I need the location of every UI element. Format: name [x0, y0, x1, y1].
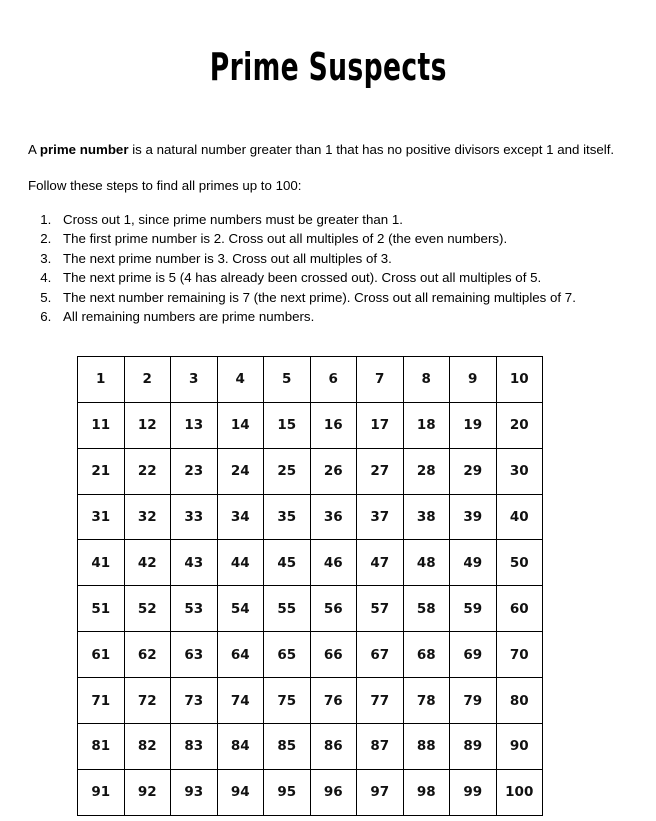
- table-row: [78, 678, 543, 724]
- list-item: 6. All remaining numbers are prime numbers.: [55, 307, 656, 327]
- chart-cell-98[interactable]: 98: [403, 769, 450, 815]
- table-row: [78, 769, 543, 815]
- chart-cell-68[interactable]: 68: [403, 632, 450, 678]
- chart-cell-33[interactable]: 33: [171, 494, 218, 540]
- chart-cell-61[interactable]: 61: [78, 632, 125, 678]
- page-title: Prime Suspects: [209, 45, 447, 90]
- chart-cell-35[interactable]: 35: [264, 494, 311, 540]
- list-item: 3. The next prime number is 3. Cross out all multiples of 3.: [55, 249, 656, 269]
- chart-cell-8[interactable]: 8: [403, 356, 450, 402]
- chart-cell-63[interactable]: 63: [171, 632, 218, 678]
- chart-cell-88[interactable]: 88: [403, 724, 450, 770]
- chart-cell-19[interactable]: 19: [450, 402, 497, 448]
- chart-cell-13[interactable]: 13: [171, 402, 218, 448]
- chart-cell-17[interactable]: 17: [357, 402, 404, 448]
- chart-cell-69[interactable]: 69: [450, 632, 497, 678]
- table-row: [78, 494, 543, 540]
- chart-cell-49[interactable]: 49: [450, 540, 497, 586]
- chart-cell-45[interactable]: 45: [264, 540, 311, 586]
- chart-cell-72[interactable]: 72: [124, 678, 171, 724]
- chart-cell-78[interactable]: 78: [403, 678, 450, 724]
- chart-cell-46[interactable]: 46: [310, 540, 357, 586]
- chart-cell-2[interactable]: 2: [124, 356, 171, 402]
- chart-cell-12[interactable]: 12: [124, 402, 171, 448]
- chart-cell-57[interactable]: 57: [357, 586, 404, 632]
- chart-cell-31[interactable]: 31: [78, 494, 125, 540]
- chart-cell-75[interactable]: 75: [264, 678, 311, 724]
- chart-cell-25[interactable]: 25: [264, 448, 311, 494]
- chart-cell-36[interactable]: 36: [310, 494, 357, 540]
- chart-cell-86[interactable]: 86: [310, 724, 357, 770]
- chart-cell-34[interactable]: 34: [217, 494, 264, 540]
- chart-cell-95[interactable]: 95: [264, 769, 311, 815]
- table-row: [78, 632, 543, 678]
- chart-cell-38[interactable]: 38: [403, 494, 450, 540]
- chart-cell-67[interactable]: 67: [357, 632, 404, 678]
- hundred-chart: [77, 356, 543, 816]
- chart-cell-91[interactable]: 91: [78, 769, 125, 815]
- chart-cell-70[interactable]: 70: [496, 632, 543, 678]
- chart-cell-83[interactable]: 83: [171, 724, 218, 770]
- chart-cell-30[interactable]: 30: [496, 448, 543, 494]
- chart-cell-76[interactable]: 76: [310, 678, 357, 724]
- steps-list: [0, 210, 656, 327]
- chart-cell-50[interactable]: 50: [496, 540, 543, 586]
- chart-cell-47[interactable]: 47: [357, 540, 404, 586]
- table-row: [78, 356, 543, 402]
- chart-cell-60[interactable]: 60: [496, 586, 543, 632]
- chart-cell-44[interactable]: 44: [217, 540, 264, 586]
- chart-cell-18[interactable]: 18: [403, 402, 450, 448]
- chart-cell-41[interactable]: 41: [78, 540, 125, 586]
- chart-cell-37[interactable]: 37: [357, 494, 404, 540]
- hundred-chart-body: [78, 356, 543, 815]
- chart-cell-1[interactable]: 1: [78, 356, 125, 402]
- definition-prefix: A: [28, 141, 40, 157]
- chart-cell-20[interactable]: 20: [496, 402, 543, 448]
- chart-cell-85[interactable]: 85: [264, 724, 311, 770]
- chart-cell-58[interactable]: 58: [403, 586, 450, 632]
- chart-cell-14[interactable]: 14: [217, 402, 264, 448]
- chart-cell-73[interactable]: 73: [171, 678, 218, 724]
- table-row: [78, 724, 543, 770]
- chart-cell-39[interactable]: 39: [450, 494, 497, 540]
- chart-cell-89[interactable]: 89: [450, 724, 497, 770]
- chart-cell-94[interactable]: 94: [217, 769, 264, 815]
- steps-intro-text: Follow these steps to find all primes up to 100:: [28, 178, 302, 194]
- chart-cell-81[interactable]: 81: [78, 724, 125, 770]
- chart-cell-84[interactable]: 84: [217, 724, 264, 770]
- chart-cell-23[interactable]: 23: [171, 448, 218, 494]
- list-item: 5. The next number remaining is 7 (the next prime). Cross out all remaining multiples of 7.: [55, 288, 656, 308]
- chart-cell-48[interactable]: 48: [403, 540, 450, 586]
- chart-cell-40[interactable]: 40: [496, 494, 543, 540]
- chart-cell-65[interactable]: 65: [264, 632, 311, 678]
- chart-cell-71[interactable]: 71: [78, 678, 125, 724]
- chart-cell-5[interactable]: 5: [264, 356, 311, 402]
- chart-cell-6[interactable]: 6: [310, 356, 357, 402]
- chart-cell-11[interactable]: 11: [78, 402, 125, 448]
- chart-cell-79[interactable]: 79: [450, 678, 497, 724]
- chart-cell-55[interactable]: 55: [264, 586, 311, 632]
- chart-cell-15[interactable]: 15: [264, 402, 311, 448]
- chart-cell-10[interactable]: 10: [496, 356, 543, 402]
- definition-paragraph: [28, 140, 630, 160]
- chart-cell-96[interactable]: 96: [310, 769, 357, 815]
- title-container: [0, 0, 656, 113]
- chart-cell-7[interactable]: 7: [357, 356, 404, 402]
- list-item: 4. The next prime is 5 (4 has already been crossed out). Cross out all multiples of 5.: [55, 268, 656, 288]
- chart-cell-93[interactable]: 93: [171, 769, 218, 815]
- chart-cell-99[interactable]: 99: [450, 769, 497, 815]
- chart-cell-32[interactable]: 32: [124, 494, 171, 540]
- chart-cell-66[interactable]: 66: [310, 632, 357, 678]
- chart-cell-52[interactable]: 52: [124, 586, 171, 632]
- chart-cell-3[interactable]: 3: [171, 356, 218, 402]
- chart-cell-22[interactable]: 22: [124, 448, 171, 494]
- chart-cell-64[interactable]: 64: [217, 632, 264, 678]
- chart-cell-28[interactable]: 28: [403, 448, 450, 494]
- chart-cell-92[interactable]: 92: [124, 769, 171, 815]
- table-row: [78, 448, 543, 494]
- chart-cell-53[interactable]: 53: [171, 586, 218, 632]
- list-item: 2. The first prime number is 2. Cross out all multiples of 2 (the even numbers).: [55, 229, 656, 249]
- chart-cell-51[interactable]: 51: [78, 586, 125, 632]
- chart-cell-54[interactable]: 54: [217, 586, 264, 632]
- chart-cell-59[interactable]: 59: [450, 586, 497, 632]
- list-item: 1. Cross out 1, since prime numbers must be greater than 1.: [55, 210, 656, 230]
- chart-cell-100[interactable]: 100: [496, 769, 543, 815]
- chart-cell-29[interactable]: 29: [450, 448, 497, 494]
- chart-cell-43[interactable]: 43: [171, 540, 218, 586]
- hundred-chart-container: [0, 356, 656, 816]
- chart-cell-27[interactable]: 27: [357, 448, 404, 494]
- chart-cell-77[interactable]: 77: [357, 678, 404, 724]
- chart-cell-4[interactable]: 4: [217, 356, 264, 402]
- chart-cell-74[interactable]: 74: [217, 678, 264, 724]
- chart-cell-56[interactable]: 56: [310, 586, 357, 632]
- chart-cell-90[interactable]: 90: [496, 724, 543, 770]
- chart-cell-42[interactable]: 42: [124, 540, 171, 586]
- chart-cell-87[interactable]: 87: [357, 724, 404, 770]
- chart-cell-97[interactable]: 97: [357, 769, 404, 815]
- chart-cell-24[interactable]: 24: [217, 448, 264, 494]
- chart-cell-82[interactable]: 82: [124, 724, 171, 770]
- definition-bold-term: prime number: [39, 141, 129, 157]
- definition-suffix: is a natural number greater than 1 that has no positive divisors except 1 and itself.: [128, 141, 615, 157]
- chart-cell-21[interactable]: 21: [78, 448, 125, 494]
- table-row: [78, 402, 543, 448]
- table-row: [78, 540, 543, 586]
- chart-cell-16[interactable]: 16: [310, 402, 357, 448]
- chart-cell-62[interactable]: 62: [124, 632, 171, 678]
- table-row: [78, 586, 543, 632]
- chart-cell-80[interactable]: 80: [496, 678, 543, 724]
- chart-cell-9[interactable]: 9: [450, 356, 497, 402]
- chart-cell-26[interactable]: 26: [310, 448, 357, 494]
